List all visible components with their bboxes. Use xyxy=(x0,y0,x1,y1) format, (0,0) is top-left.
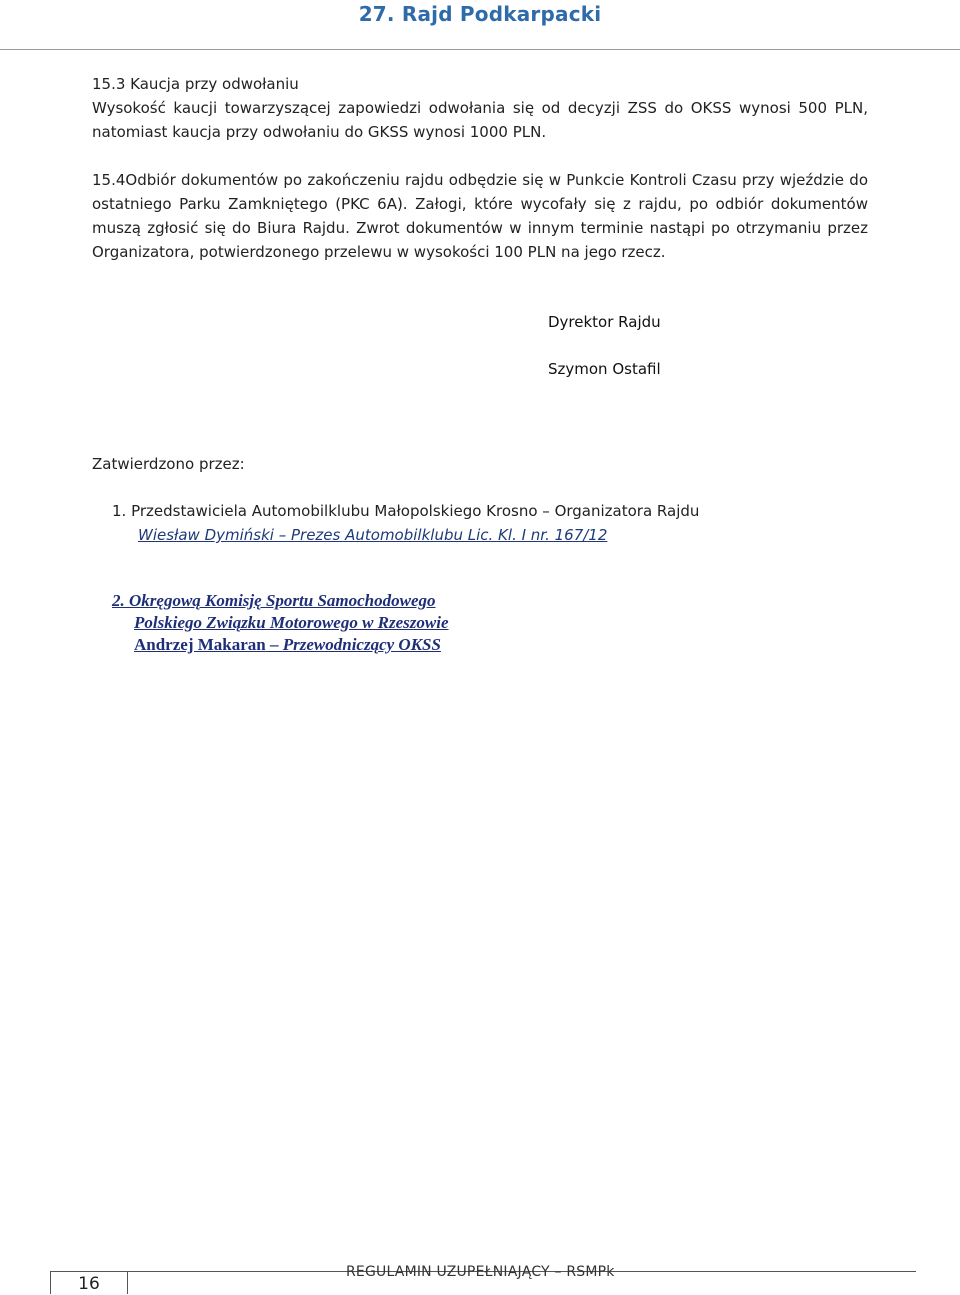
document-body xyxy=(92,72,868,264)
approval-heading: Zatwierdzono przez: xyxy=(92,455,245,473)
section-15-3-title: 15.3 Kaucja przy odwołaniu xyxy=(92,75,299,93)
signature-role: Dyrektor Rajdu xyxy=(548,313,661,331)
page-header-title: 27. Rajd Podkarpacki xyxy=(358,2,602,26)
approver-2-line-1: 2. Okręgową Komisję Sportu Samochodowego xyxy=(112,591,436,610)
footer-text: REGULAMIN UZUPEŁNIAJĄCY – RSMPk xyxy=(346,1264,615,1280)
signature-name: Szymon Ostafil xyxy=(548,360,661,378)
approver-1-signatory: Wiesław Dymiński – Prezes Automobilklubu Lic. Kl. I nr. 167/12 xyxy=(138,526,608,544)
approver-2-dash: – xyxy=(265,635,283,654)
section-15-4-body: 15.4Odbiór dokumentów po zakończeniu rajdu odbędzie się w Punkcie Kontroli Czasu przy wjeździe do ostatniego Parku Zamkniętego (PKC 6A). Załogi, które wycofały się z rajdu, po odbiór dokumentów muszą zgłosić się do Biura Rajdu. Zwrot dokumentów w innym terminie nastąpi po otrzymaniu przez Organizatora, potwierdzonego przelewu w wysokości 100 PLN na jego rzecz. xyxy=(92,171,868,261)
approver-1: 1. Przedstawiciela Automobilklubu Małopolskiego Krosno – Organizatora Rajdu xyxy=(112,502,700,520)
page-number: 16 xyxy=(78,1274,100,1294)
approver-2-line-2: Polskiego Związku Motorowego w Rzeszowie xyxy=(134,613,449,632)
header-divider xyxy=(0,49,960,50)
spacer xyxy=(92,144,868,168)
approver-2 xyxy=(112,590,612,656)
approver-2-role: Przewodniczący OKSS xyxy=(282,635,441,654)
approver-2-name: Andrzej Makaran xyxy=(134,635,266,654)
approver-2-line-3 xyxy=(112,634,612,656)
section-15-3-body: Wysokość kaucji towarzyszącej zapowiedzi odwołania się od decyzji ZSS do OKSS wynosi 500 PLN, natomiast kaucja przy odwołaniu do GKSS wynosi 1000 PLN. xyxy=(92,99,868,141)
